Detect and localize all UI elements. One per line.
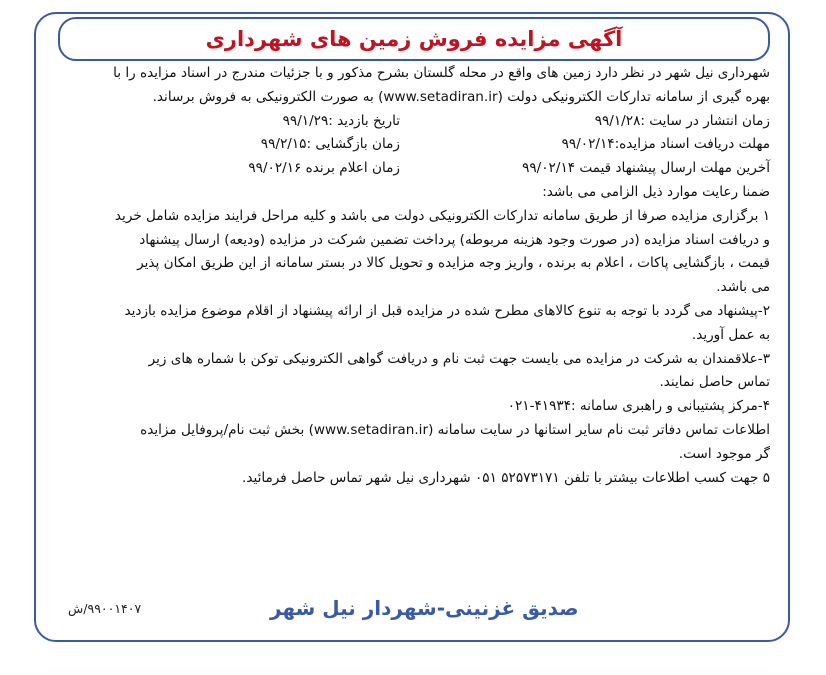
note-3-line-1: ۳-علاقمندان به شرکت در مزایده می بایست جهت ثبت نام و دریافت گواهی الکترونیکی توکن با شماره های زیر [148, 350, 770, 367]
header-box [58, 17, 770, 61]
notes-heading: ضمنا رعایت موارد ذیل الزامی می باشد: [542, 183, 770, 200]
note-2-line-1: ۲-پیشنهاد می گردد با توجه به تنوع کالاهای مطرح شده در مزایده قبل از ارائه پیشنهاد از اقلام موضوع مزایده بازدید [124, 302, 770, 319]
publish-date: زمان انتشار در سایت :۹۹/۱/۲۸ [594, 112, 770, 129]
note-5-line-1: ۵ جهت کسب اطلاعات بیشتر با تلفن ۵۲۵۷۳۱۷۱ ۰۵۱ شهرداری نیل شهر تماس حاصل فرمائید. [242, 469, 770, 486]
note-3-line-2: تماس حاصل نمایند. [659, 374, 770, 391]
opening-date: زمان بازگشایی :۹۹/۲/۱۵ [260, 136, 400, 153]
announcement-body [70, 62, 770, 490]
schedule-row-2 [70, 133, 770, 157]
schedule-row-1 [70, 110, 770, 134]
mayor-signature: صدیق غزنینی-شهردار نیل شهر [270, 596, 579, 620]
contact-line-2: گر موجود است. [678, 445, 770, 462]
contact-line-1: اطلاعات تماس دفاتر ثبت نام سایر استانها در سایت سامانه (www.setadiran.ir) بخش ثبت نام/پروفایل مزایده [140, 421, 770, 438]
note-1-line-1: ۱ برگزاری مزایده صرفا از طریق سامانه تدارکات الکترونیکی دولت می باشد و کلیه مراحل فرایند مزایده شامل خرید [114, 207, 770, 224]
schedule-row-3 [70, 157, 770, 181]
intro-line-2: بهره گیری از سامانه تدارکات الکترونیکی دولت (www.setadiran.ir) به صورت الکترونیکی به فروش برساند. [152, 88, 770, 105]
note-2-line-2: به عمل آورید. [691, 326, 770, 343]
doc-deadline: مهلت دریافت اسناد مزایده:۹۹/۰۲/۱۴ [561, 136, 770, 153]
note-4-line-1: ۴-مرکز پشتیبانی و راهبری سامانه :۴۱۹۳۴-۰۲۱ [507, 398, 770, 415]
note-1-line-4: می باشد. [716, 279, 770, 296]
note-1-line-2: و دریافت اسناد مزایده (در صورت وجود هزینه مربوطه) پرداخت تضمین شرکت در مزایده (ودیعه) ارسال پیشنهاد [139, 231, 770, 248]
note-1-line-3: قیمت ، بازگشایی پاکات ، اعلام به برنده ، واریز وجه مزایده و تحویل کالا در بستر سامانه از این طریق امکان پذیر [137, 255, 770, 272]
page-title: آگهی مزایده فروش زمین های شهرداری [205, 27, 623, 51]
bid-deadline: آخرین مهلت ارسال پیشنهاد قیمت ۹۹/۰۲/۱۴ [522, 160, 770, 177]
visit-date: تاریخ بازدید :۹۹/۱/۲۹ [282, 112, 400, 129]
winner-announce-date: زمان اعلام برنده ۹۹/۰۲/۱۶ [248, 160, 400, 177]
document-code: ۹۹۰۰۱۴۰۷/ش [68, 601, 142, 616]
intro-line-1: شهرداری نیل شهر در نظر دارد زمین های واقع در محله گلستان بشرح مذکور و با جزئیات مندرج در اسناد مزایده را با [113, 65, 770, 81]
